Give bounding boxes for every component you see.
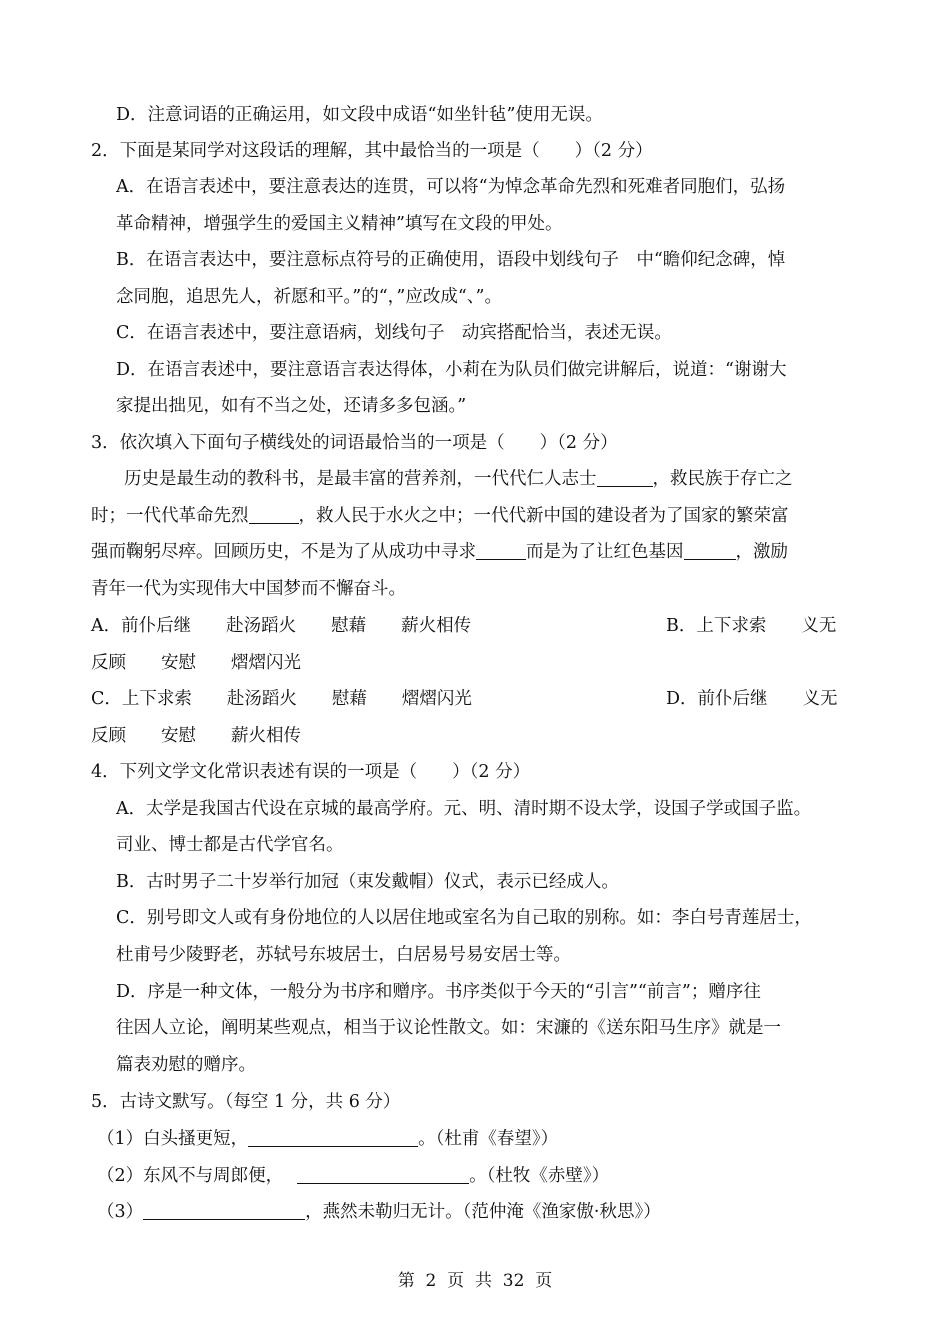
q4-option-a-line1: A．太学是我国古代设在京城的最高学府。元、明、清时期不设太学，设国子学或国子监。 [116,799,812,819]
q5-item-text: （3） [97,1202,144,1222]
q3-passage-text: 强而鞠躬尽瘁。回顾历史，不是为了从成功中寻求 [91,542,476,562]
q3-option-b-part1: B．上下求索 义无 [666,616,837,636]
q3-passage-line3 [91,540,788,564]
q2-option-d-line2: 家提出拙见，如有不当之处，还请多多包涵。” [116,396,467,416]
q3-option-c: C．上下求索 赴汤蹈火 慰藉 熠熠闪光 [91,689,472,709]
q1-option-d: D．注意词语的正确运用，如文段中成语“如坐针毡”使用无误。 [116,105,603,125]
q3-passage-text: ，激励 [735,542,788,562]
q3-passage-text: 时；一代代革命先烈 [91,506,249,526]
q2-option-b-line2: 念同胞，追思先人，祈愿和平。”的“，”应改成“、”。 [116,287,502,307]
q4-option-a-line2: 司业、博士都是古代学官名。 [116,835,344,855]
q3-passage-text: 而是为了让红色基因 [526,542,684,562]
q3-option-d-part2: 反顾 安慰 薪火相传 [91,726,301,746]
q5-item-text: （2）东风不与周郎便， [97,1166,284,1186]
q4-option-b: B．古时男子二十岁举行加冠（束发戴帽）仪式，表示已经成人。 [116,872,619,892]
q3-option-a: A．前仆后继 赴汤蹈火 慰藉 薪火相传 [91,616,472,636]
q5-item-1 [97,1127,558,1151]
q3-blank-3 [476,541,526,560]
q5-item-text: ，燕然未勒归无计。（范仲淹《渔家傲·秋思》） [305,1202,661,1222]
q3-passage-text: ，救人民于水火之中；一代代新中国的建设者为了国家的繁荣富 [298,506,789,526]
q5-item-text: 。（杜牧《赤壁》） [469,1166,610,1186]
q3-passage-line1 [124,467,793,491]
page-number-footer: 第 2 页 共 32 页 [397,1271,553,1291]
q3-stem: 3．依次填入下面句子横线处的词语最恰当的一项是（ ）（2 分） [91,433,618,453]
q2-option-a-line1: A．在语言表述中，要注意表达的连贯，可以将“为悼念革命先烈和死难者同胞们，弘扬 [116,177,786,197]
q5-item-2 [97,1164,609,1188]
q5-blank-3 [143,1201,305,1220]
q2-option-c: C．在语言表述中，要注意语病，划线句子 动宾搭配恰当，表述无误。 [116,323,672,343]
q3-option-b-part2: 反顾 安慰 熠熠闪光 [91,653,301,673]
q5-item-3 [97,1200,661,1224]
q3-passage-line2 [91,504,789,528]
q2-option-a-line2: 革命精神，增强学生的爱国主义精神”填写在文段的甲处。 [116,214,563,234]
q3-blank-2 [249,505,299,524]
q4-option-c-line1: C．别号即文人或有身份地位的人以居住地或室名为自己取的别称。如：李白号青莲居士， [116,908,812,928]
q4-option-d-line3: 篇表劝慰的赠序。 [116,1055,256,1075]
q5-item-text: （1）白头搔更短， [97,1129,249,1149]
q3-passage-line4: 青年一代为实现伟大中国梦而不懈奋斗。 [91,579,406,599]
q3-option-d-part1: D．前仆后继 义无 [666,689,838,709]
q4-stem: 4．下列文学文化常识表述有误的一项是（ ）（2 分） [91,762,531,782]
q3-blank-4 [684,541,736,560]
q5-blank-1 [248,1128,418,1147]
q3-blank-1 [597,468,653,487]
q4-option-d-line2: 往因人立论，阐明某些观点，相当于议论性散文。如：宋濂的《送东阳马生序》就是一 [116,1018,781,1038]
q5-blank-2 [297,1165,469,1184]
q4-option-d-line1: D．序是一种文体，一般分为书序和赠序。书序类似于今天的“引言”“前言”；赠序往 [116,982,761,1002]
q5-item-text: 。（杜甫《春望》） [418,1129,559,1149]
q4-option-c-line2: 杜甫号少陵野老，苏轼号东坡居士，白居易号易安居士等。 [116,945,571,965]
q3-passage-text: 历史是最生动的教科书，是最丰富的营养剂，一代代仁人志士 [124,469,597,489]
q2-option-b-line1: B．在语言表达中，要注意标点符号的正确使用，语段中划线句子 中“瞻仰纪念碑，悼 [116,250,786,270]
q2-option-d-line1: D．在语言表述中，要注意语言表达得体，小莉在为队员们做完讲解后，说道：“谢谢大 [116,360,787,380]
q5-stem: 5．古诗文默写。（每空 1 分，共 6 分） [91,1092,401,1112]
q3-passage-text: ，救民族于存亡之 [652,469,793,489]
q2-stem: 2．下面是某同学对这段话的理解，其中最恰当的一项是（ ）（2 分） [91,141,653,161]
